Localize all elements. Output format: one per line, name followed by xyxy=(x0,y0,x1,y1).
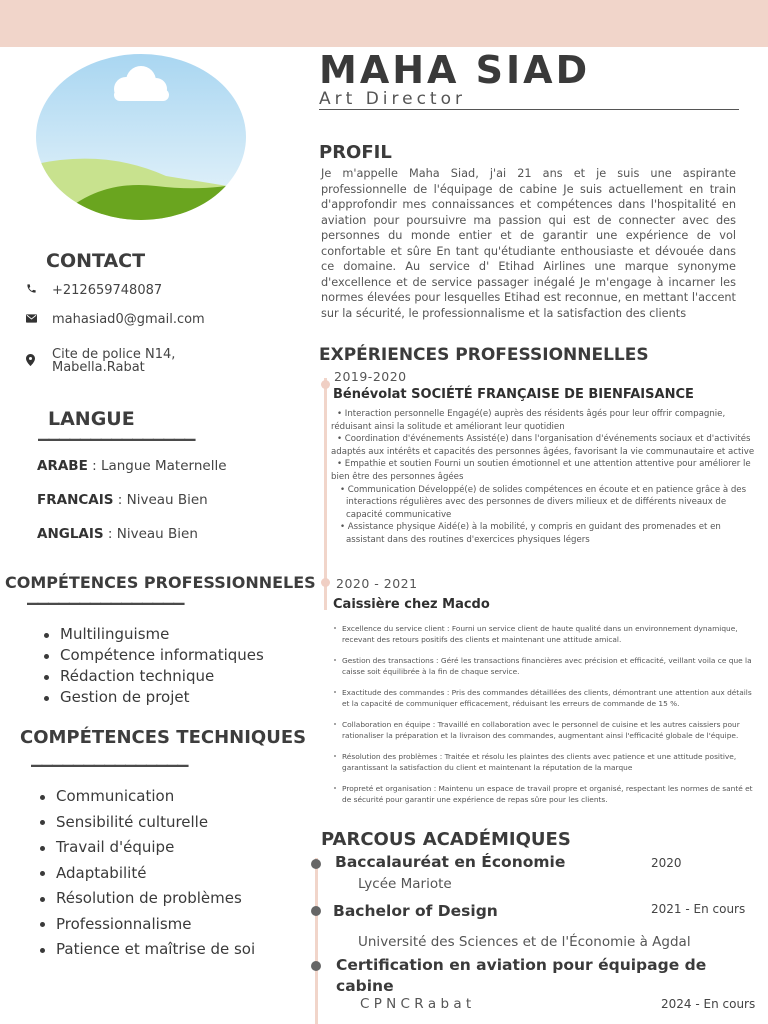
competences-pro-divider: ––––––––––––––– xyxy=(27,592,184,614)
person-role: Art Director xyxy=(319,89,466,109)
experience-date: 2020 - 2021 xyxy=(336,576,418,591)
timeline-dot xyxy=(321,578,330,587)
academic-school: C P N C R a b a t xyxy=(360,996,472,1012)
contact-heading: CONTACT xyxy=(46,250,146,272)
address-line-1: Cite de police N14, xyxy=(52,347,176,362)
timeline-dot xyxy=(321,380,330,389)
skill-item: Travail d'équipe xyxy=(34,835,255,861)
experience-point: • Interaction personnelle Engagé(e) auprès des résidents âgés pour leur offrir compagnie, réduisant ainsi la solitude et améliorant leur quotidien xyxy=(331,409,726,432)
experience-point: Collaboration en équipe : Travaillé en collaboration avec le personnel de cuisine et les autres caissiers pour rationaliser la préparation et la livraison des commandes, augmentant ainsi l'efficacité globale de l'équipe. xyxy=(342,719,760,741)
skill-item: Gestion de projet xyxy=(38,687,264,708)
email-text[interactable]: mahasiad0@gmail.com xyxy=(52,312,205,327)
competences-tech-heading: COMPÉTENCES TECHNIQUES xyxy=(20,727,307,748)
experience-points xyxy=(342,623,760,815)
skill-item: Sensibilité culturelle xyxy=(34,810,255,836)
profil-heading: PROFIL xyxy=(319,142,392,163)
language-name: ANGLAIS xyxy=(37,526,104,542)
person-name: MAHA SIAD xyxy=(319,48,591,92)
phone-text[interactable]: +212659748087 xyxy=(52,283,163,298)
academic-date: 2020 xyxy=(651,856,682,870)
language-row xyxy=(37,492,208,508)
skill-item: Communication xyxy=(34,784,255,810)
experience-point: Résolution des problèmes : Traitée et résolu les plaintes des clients avec patience et une attitude positive, garantissant la satisfaction du client et maintenant la réputation de la marque xyxy=(342,751,760,773)
location-pin-icon xyxy=(26,348,52,369)
academic-degree-line: Certification en aviation pour équipage de xyxy=(336,956,707,974)
name-underline xyxy=(319,109,739,110)
mail-icon xyxy=(26,312,52,327)
skill-item: Patience et maîtrise de soi xyxy=(34,937,255,963)
academic-date: 2021 - En cours xyxy=(651,902,746,916)
competences-tech-divider: ––––––––––––––– xyxy=(31,754,188,776)
experience-points xyxy=(331,408,761,547)
skill-item: Multilinguisme xyxy=(38,624,264,645)
academic-date: 2024 - En cours xyxy=(661,997,756,1011)
language-level: : Niveau Bien xyxy=(113,492,208,508)
experience-point: Exactitude des commandes : Pris des commandes détaillées des clients, démontrant une attention aux détails et la capacité de communiquer efficacement, réduisant les erreurs de commande de 15 %. xyxy=(342,687,760,709)
experience-point: Gestion des transactions : Géré les transactions financières avec précision et efficacité, veillant voila ce que la caisse soit équilibrée à la fin de chaque service. xyxy=(342,655,760,677)
experience-point: • Communication Développé(e) de solides compétences en écoute et en patience grâce à des interactions régulières avec des personnes de divers milieux et de différents niveaux de capacité communicative xyxy=(340,484,747,520)
academic-degree xyxy=(336,955,716,997)
academic-degree-line: cabine xyxy=(336,977,394,995)
language-row xyxy=(37,458,227,474)
competences-pro-list xyxy=(38,624,264,708)
timeline-dot xyxy=(311,859,321,869)
experience-job-title: Caissière chez Macdo xyxy=(333,597,490,612)
academique-heading: PARCOUS ACADÉMIQUES xyxy=(321,829,571,850)
academic-school: Université des Sciences et de l'Économie à Agdal xyxy=(358,934,691,950)
timeline-dot xyxy=(311,906,321,916)
langue-heading: LANGUE xyxy=(48,408,135,430)
phone-icon xyxy=(26,283,52,298)
language-level: : Langue Maternelle xyxy=(87,458,227,474)
experience-point: • Empathie et soutien Fourni un soutien émotionnel et une attention attentive pour améliorer le bien être des personnes âgées xyxy=(331,459,751,482)
skill-item: Compétence informatiques xyxy=(38,645,264,666)
skill-item: Adaptabilité xyxy=(34,861,255,887)
experience-date: 2019-2020 xyxy=(334,369,407,384)
language-name: ARABE xyxy=(37,458,88,474)
experience-timeline xyxy=(324,378,327,610)
profile-avatar xyxy=(36,54,246,220)
address-line-2: Mabella.Rabat xyxy=(52,360,145,375)
phone-row xyxy=(26,283,162,298)
academic-school: Lycée Mariote xyxy=(358,876,452,892)
langue-divider: ––––––––––––––– xyxy=(38,428,195,450)
language-level: : Niveau Bien xyxy=(103,526,198,542)
profil-text: Je m'appelle Maha Siad, j'ai 21 ans et je suis une aspirante professionnelle de l'équipage de cabine Je suis actuellement en train d'approfondir mes connaissances et compétences dans l'hospitalité en aviation pour poursuivre ma passion qui est de connecter avec des personnes du monde entier et de garantir une expérience de vol confortable et sûre En tant qu'étudiante enthousiaste et dévouée dans ce domaine. Au service d' Etihad Airlines une marque synonyme d'excellence et de service passager inégalé Je m'engage à incarner les normes élevées pour lesquelles Etihad est reconnue, en mettant l'accent sur la sécurité, le professionnalisme et la satisfaction des clients xyxy=(321,167,736,320)
academic-degree: Baccalauréat en Économie xyxy=(335,853,566,871)
experience-point: Excellence du service client : Fourni un service client de haute qualité dans un environnement dynamique, recevant des retours positifs des clients et maintenant une attitude amical. xyxy=(342,623,760,645)
experience-job-title: Bénévolat SOCIÉTÉ FRANÇAISE DE BIENFAISANCE xyxy=(333,387,694,402)
experience-point: • Assistance physique Aidé(e) à la mobilité, y compris en guidant des promenades et en assistant dans des routines d'exercices physiques légers xyxy=(340,522,721,545)
academique-timeline xyxy=(315,858,318,1024)
address-row xyxy=(26,348,175,374)
academic-degree: Bachelor of Design xyxy=(333,902,498,920)
competences-tech-list xyxy=(34,784,255,963)
timeline-dot xyxy=(311,961,321,971)
email-row xyxy=(26,312,205,327)
skill-item: Résolution de problèmes xyxy=(34,886,255,912)
top-banner xyxy=(0,0,768,47)
experiences-heading: EXPÉRIENCES PROFESSIONNELLES xyxy=(319,345,649,365)
skill-item: Professionnalisme xyxy=(34,912,255,938)
experience-point: Propreté et organisation : Maintenu un espace de travail propre et organisé, respectant les normes de santé et de sécurité pour garantir une expérience de repas sûre pour les clients. xyxy=(342,783,760,805)
skill-item: Rédaction technique xyxy=(38,666,264,687)
competences-pro-heading: COMPÉTENCES PROFESSIONNELES xyxy=(5,573,316,592)
language-row xyxy=(37,526,198,542)
experience-point: • Coordination d'événements Assisté(e) dans l'organisation d'événements sociaux et d'activités adaptés aux intérêts et capacités des personnes âgées, favorisant la vie communautaire et active xyxy=(331,434,755,457)
language-name: FRANCAIS xyxy=(37,492,114,508)
